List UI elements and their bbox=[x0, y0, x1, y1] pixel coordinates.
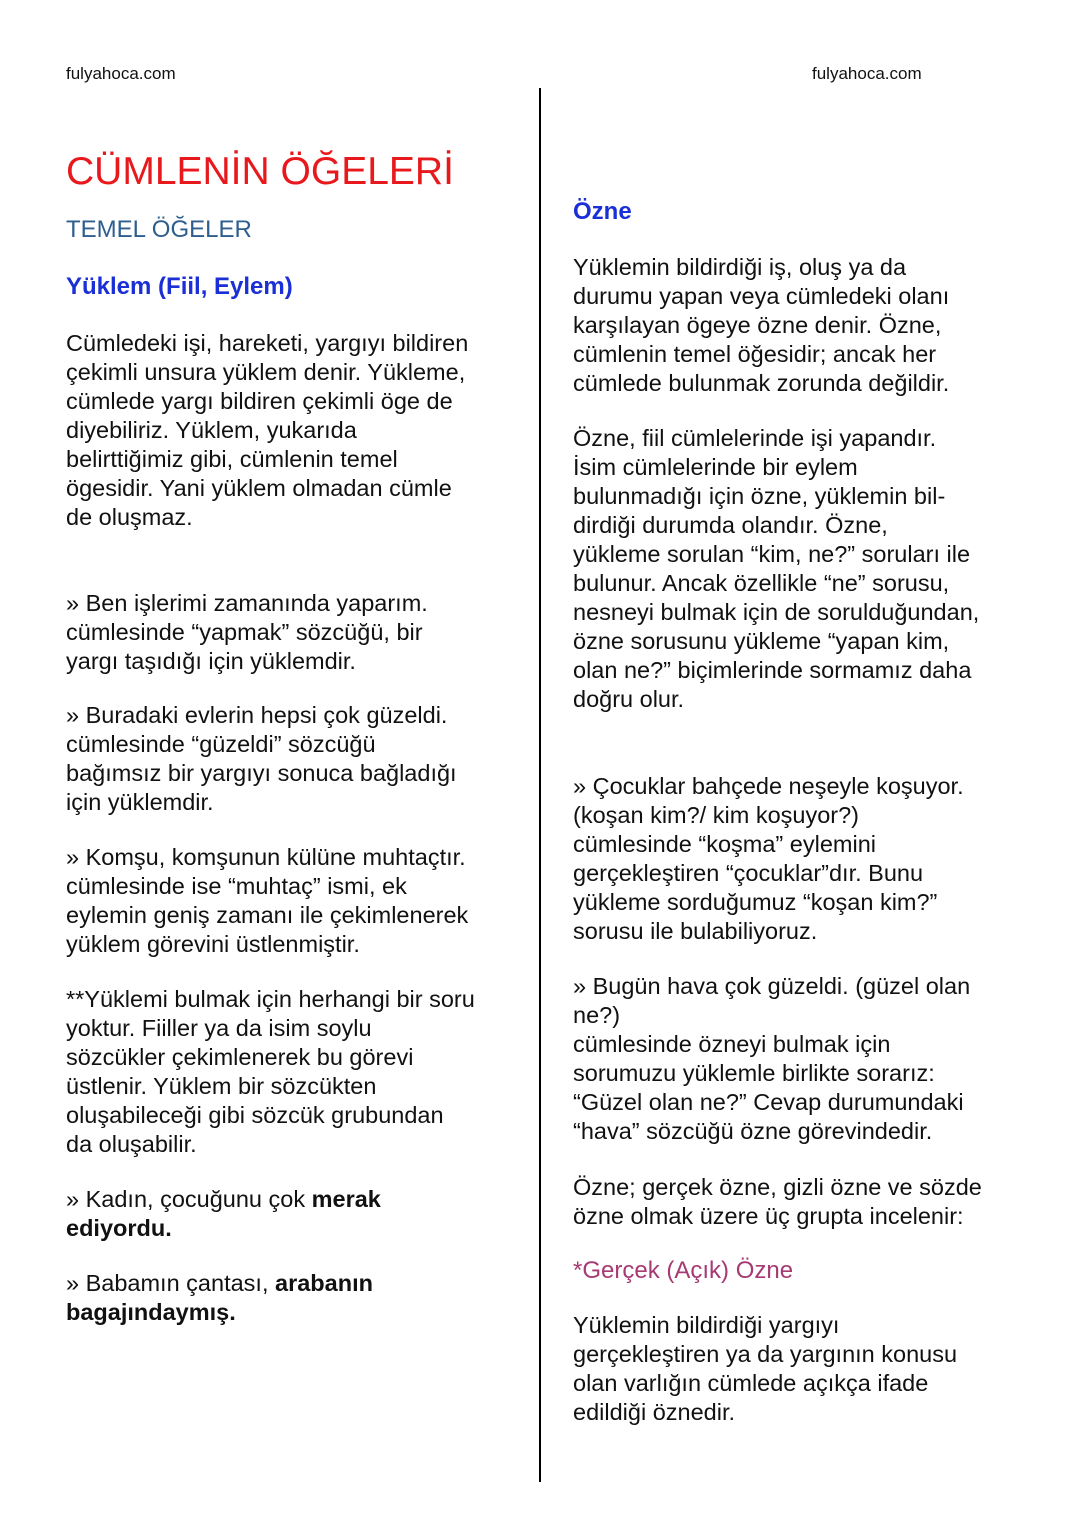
section-heading-ozne: Özne bbox=[573, 198, 632, 225]
text-line: nesneyi bulmak için de sorulduğundan, bbox=[573, 599, 980, 625]
column-divider bbox=[539, 88, 541, 1482]
text-line: » Çocuklar bahçede neşeyle koşuyor. bbox=[573, 773, 964, 799]
text-line: olan varlığın cümlede açıkça ifade bbox=[573, 1370, 929, 1396]
text-line: edildiği öznedir. bbox=[573, 1399, 735, 1425]
text-line: gerçekleştiren ya da yargının konusu bbox=[573, 1341, 958, 1367]
section-heading-yuklem: Yüklem (Fiil, Eylem) bbox=[66, 273, 293, 300]
sub-heading-gercek-ozne: *Gerçek (Açık) Özne bbox=[573, 1257, 794, 1284]
text-line: (koşan kim?/ kim koşuyor?) bbox=[573, 802, 859, 828]
text-line: oluşabileceği gibi sözcük grubundan bbox=[66, 1102, 444, 1128]
text-line: da oluşabilir. bbox=[66, 1131, 197, 1157]
example-text: » Kadın, çocuğunu çok bbox=[66, 1186, 312, 1212]
text-line: Özne, fiil cümlelerinde işi yapandır. bbox=[573, 425, 937, 451]
text-line: yoktur. Fiiller ya da isim soylu bbox=[66, 1015, 372, 1041]
text-line: cümlesinde özneyi bulmak için bbox=[573, 1031, 891, 1057]
text-line: belirttiğimiz gibi, cümlenin temel bbox=[66, 446, 398, 472]
text-line: dirdiği durumda olandır. Özne, bbox=[573, 512, 888, 538]
example-5 bbox=[66, 1269, 373, 1327]
paragraph-ozne-types bbox=[573, 1173, 982, 1231]
example-ozne-2 bbox=[573, 972, 970, 1146]
text-line: cümlesinde “koşma” eylemini bbox=[573, 831, 876, 857]
example-text: » Babamın çantası, bbox=[66, 1270, 276, 1296]
text-line: cümlede yargı bildiren çekimli öge de bbox=[66, 388, 453, 414]
example-bold: arabanın bbox=[275, 1270, 373, 1296]
text-line: cümlesinde “güzeldi” sözcüğü bbox=[66, 731, 376, 757]
text-line: » Bugün hava çok güzeldi. (güzel olan bbox=[573, 973, 971, 999]
text-line: cümlesinde ise “muhtaç” ismi, ek bbox=[66, 873, 407, 899]
example-bold: bagajındaymış. bbox=[66, 1299, 236, 1325]
text-line: de oluşmaz. bbox=[66, 504, 193, 530]
paragraph-yuklem-definition bbox=[66, 329, 468, 532]
example-3 bbox=[66, 843, 468, 959]
text-line: “Güzel olan ne?” Cevap durumundaki bbox=[573, 1089, 964, 1115]
text-line: doğru olur. bbox=[573, 686, 685, 712]
text-line: yargı taşıdığı için yüklemdir. bbox=[66, 648, 356, 674]
text-line: ne?) bbox=[573, 1002, 621, 1028]
text-line: bulunur. Ancak özellikle “ne” sorusu, bbox=[573, 570, 950, 596]
text-line: yükleme sorduğumuz “koşan kim?” bbox=[573, 889, 938, 915]
text-line: üstlenir. Yüklem bir sözcükten bbox=[66, 1073, 377, 1099]
example-bold: merak bbox=[311, 1186, 381, 1212]
text-line: yükleme sorulan “kim, ne?” soruları ile bbox=[573, 541, 971, 567]
text-line: “hava” sözcüğü özne görevindedir. bbox=[573, 1118, 933, 1144]
text-line: Özne; gerçek özne, gizli özne ve sözde bbox=[573, 1174, 982, 1200]
example-4 bbox=[66, 1185, 381, 1243]
text-line: » Buradaki evlerin hepsi çok güzeldi. bbox=[66, 702, 448, 728]
text-line: özne olmak üzere üç grupta incelenir: bbox=[573, 1203, 964, 1229]
page-title: CÜMLENİN ÖĞELERİ bbox=[66, 150, 454, 193]
text-line: cümlede bulunmak zorunda değildir. bbox=[573, 370, 950, 396]
example-bold: ediyordu. bbox=[66, 1215, 172, 1241]
text-line: ögesidir. Yani yüklem olmadan cümle bbox=[66, 475, 452, 501]
text-line: diyebiliriz. Yüklem, yukarıda bbox=[66, 417, 357, 443]
text-line: eylemin geniş zamanı ile çekimlenerek bbox=[66, 902, 469, 928]
text-line: sorumuzu yüklemle birlikte sorarız: bbox=[573, 1060, 935, 1086]
example-2 bbox=[66, 701, 457, 817]
text-line: gerçekleştiren “çocuklar”dır. Bunu bbox=[573, 860, 924, 886]
text-line: için yüklemdir. bbox=[66, 789, 214, 815]
text-line: karşılayan ögeye özne denir. Özne, bbox=[573, 312, 942, 338]
text-line: özne sorusunu yükleme “yapan kim, bbox=[573, 628, 950, 654]
text-line: cümlesinde “yapmak” sözcüğü, bir bbox=[66, 619, 423, 645]
text-line bbox=[66, 1185, 381, 1214]
text-line: yüklem görevini üstlenmiştir. bbox=[66, 931, 360, 957]
page-subtitle: TEMEL ÖĞELER bbox=[66, 216, 252, 243]
paragraph-ozne-detail bbox=[573, 424, 979, 714]
header-site-left: fulyahoca.com bbox=[66, 64, 176, 83]
text-line: bulunmadığı için özne, yüklemin bil- bbox=[573, 483, 946, 509]
text-line: sözcükler çekimlenerek bu görevi bbox=[66, 1044, 414, 1070]
text-line: Yüklemin bildirdiği yargıyı bbox=[573, 1312, 840, 1338]
text-line: Cümledeki işi, hareketi, yargıyı bildiren bbox=[66, 330, 469, 356]
text-line: cümlenin temel öğesidir; ancak her bbox=[573, 341, 937, 367]
text-line: Yüklemin bildirdiği iş, oluş ya da bbox=[573, 254, 907, 280]
text-line: » Komşu, komşunun külüne muhtaçtır. bbox=[66, 844, 466, 870]
text-line: durumu yapan veya cümledeki olanı bbox=[573, 283, 950, 309]
paragraph-ozne-definition bbox=[573, 253, 949, 398]
example-1 bbox=[66, 589, 428, 676]
text-line: çekimli unsura yüklem denir. Yükleme, bbox=[66, 359, 466, 385]
example-ozne-1 bbox=[573, 772, 964, 946]
text-line: olan ne?” biçimlerinde sormamız daha bbox=[573, 657, 972, 683]
text-line bbox=[66, 1214, 381, 1243]
text-line: **Yüklemi bulmak için herhangi bir soru bbox=[66, 986, 475, 1012]
text-line: » Ben işlerimi zamanında yaparım. bbox=[66, 590, 428, 616]
text-line: İsim cümlelerinde bir eylem bbox=[573, 454, 858, 480]
text-line: bağımsız bir yargıyı sonuca bağladığı bbox=[66, 760, 457, 786]
note-paragraph bbox=[66, 985, 475, 1159]
text-line bbox=[66, 1269, 373, 1298]
text-line bbox=[66, 1298, 373, 1327]
text-line: sorusu ile bulabiliyoruz. bbox=[573, 918, 818, 944]
paragraph-gercek-ozne bbox=[573, 1311, 957, 1427]
header-site-right: fulyahoca.com bbox=[812, 64, 922, 83]
